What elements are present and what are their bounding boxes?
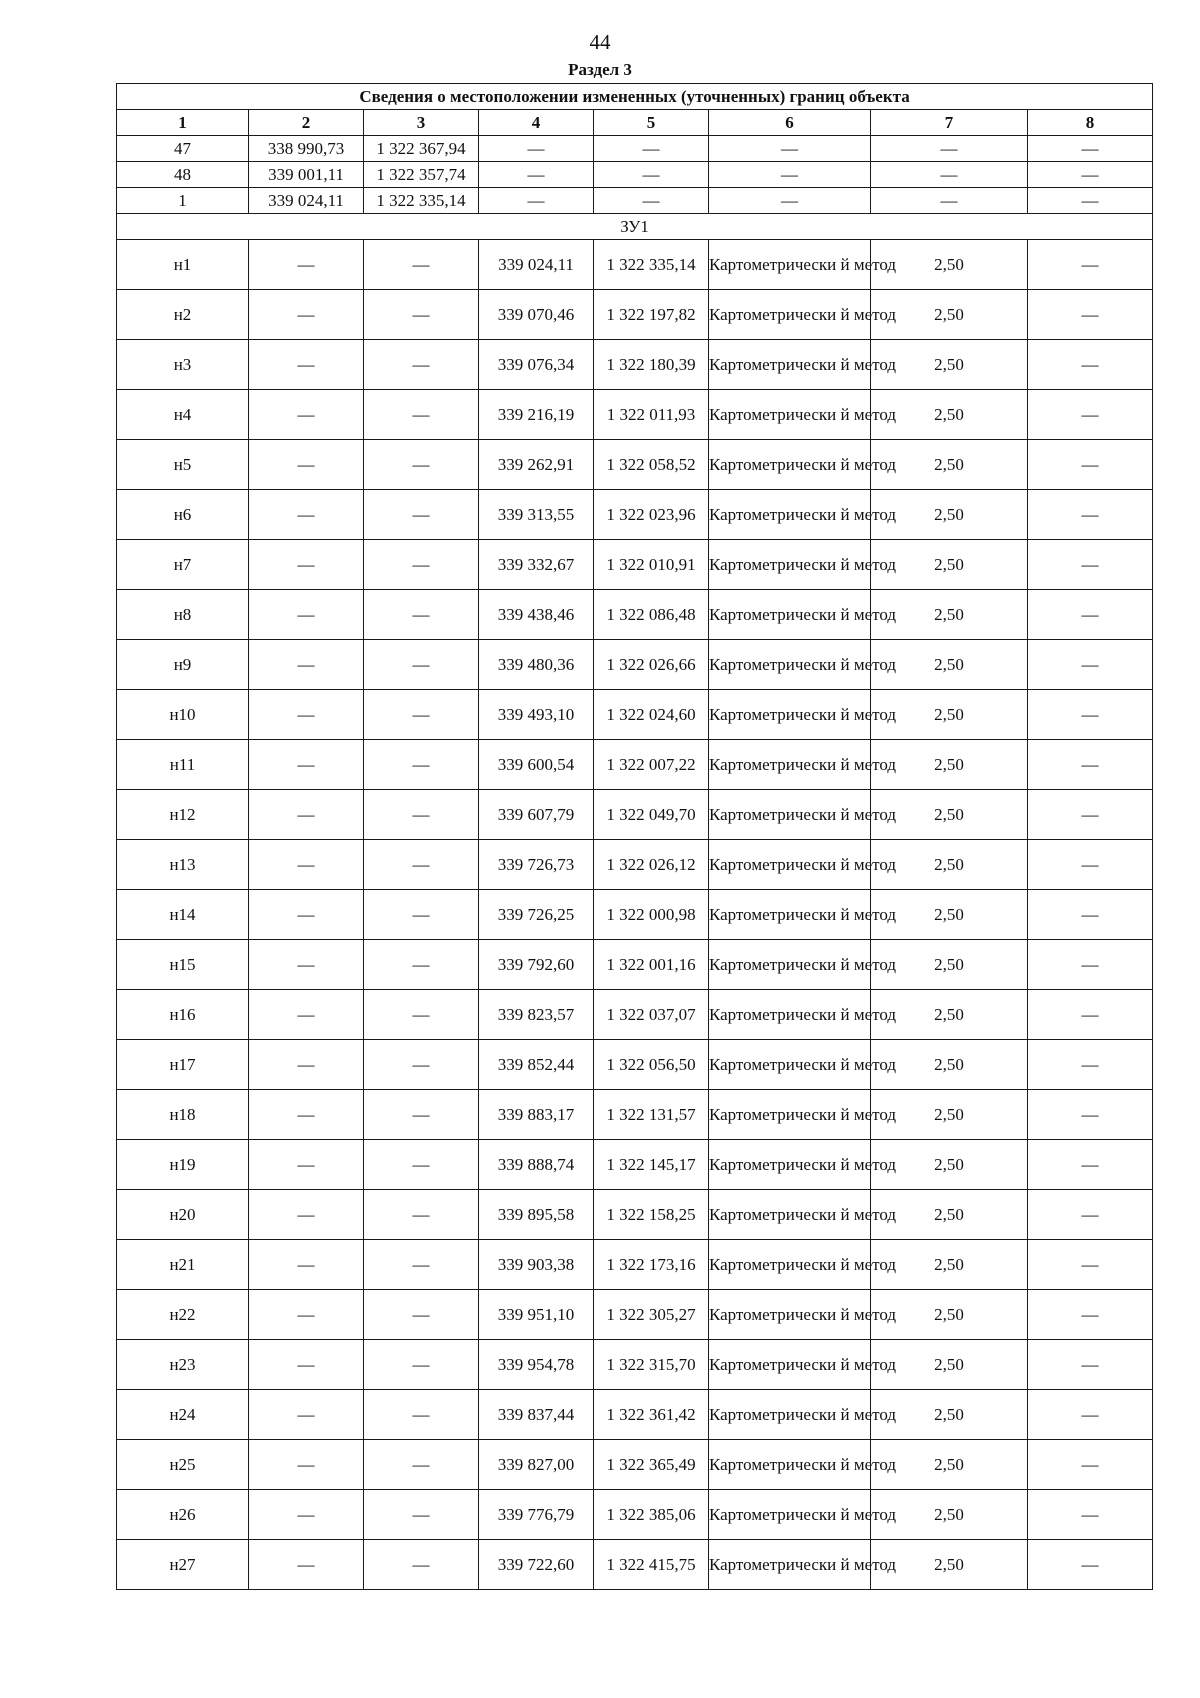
table-cell-col-3: — (364, 640, 479, 690)
table-cell-col-7: 2,50 (871, 840, 1028, 890)
table-cell-col-2: — (249, 1190, 364, 1240)
table-row (117, 1240, 1153, 1290)
table-cell-col-3: — (364, 1540, 479, 1590)
table-cell-col-6: Картометрически й метод (709, 990, 871, 1040)
table-cell-col-7: 2,50 (871, 640, 1028, 690)
table-row (117, 440, 1153, 490)
table-cell-col-5: 1 322 385,06 (594, 1490, 709, 1540)
table-cell-col-2: — (249, 1440, 364, 1490)
column-number-header: 5 (594, 110, 709, 136)
table-cell-col-8: — (1028, 990, 1153, 1040)
table-cell-col-5: 1 322 365,49 (594, 1440, 709, 1490)
table-cell-col-7: 2,50 (871, 590, 1028, 640)
table-row (117, 790, 1153, 840)
table-row (117, 1190, 1153, 1240)
table-cell-col-6: Картометрически й метод (709, 790, 871, 840)
column-number-header: 2 (249, 110, 364, 136)
table-cell-col-1: н12 (117, 790, 249, 840)
table-cell-col-5: 1 322 026,66 (594, 640, 709, 690)
table-cell-col-3: — (364, 540, 479, 590)
table-cell-col-5: 1 322 131,57 (594, 1090, 709, 1140)
table-cell-col-5: 1 322 173,16 (594, 1240, 709, 1290)
table-cell-col-8: — (1028, 1440, 1153, 1490)
table-cell-col-3: — (364, 990, 479, 1040)
table-cell-col-8: — (1028, 590, 1153, 640)
table-row (117, 590, 1153, 640)
table-cell-col-2: — (249, 240, 364, 290)
table-cell-col-8: — (1028, 640, 1153, 690)
table-cell-col-7: 2,50 (871, 1540, 1028, 1590)
table-cell-col-1: н10 (117, 690, 249, 740)
table-row (117, 240, 1153, 290)
table-cell-col-7: 2,50 (871, 1190, 1028, 1240)
table-cell-col-4: 339 438,46 (479, 590, 594, 640)
table-cell-col-7: 2,50 (871, 1240, 1028, 1290)
table-cell-col-1: н24 (117, 1390, 249, 1440)
table-cell-col-4: 339 792,60 (479, 940, 594, 990)
table-cell-col-6: Картометрически й метод (709, 290, 871, 340)
table-cell-col-1: н11 (117, 740, 249, 790)
table-cell-col-3: — (364, 790, 479, 840)
table-cell-col-4: 339 313,55 (479, 490, 594, 540)
table-cell-col-1: н21 (117, 1240, 249, 1290)
table-cell-col-3: — (364, 390, 479, 440)
table-row (117, 340, 1153, 390)
table-cell-col-4: 339 903,38 (479, 1240, 594, 1290)
table-cell-col-7: 2,50 (871, 990, 1028, 1040)
table-cell-col-6: Картометрически й метод (709, 890, 871, 940)
table-cell-col-8: — (1028, 390, 1153, 440)
table-row (117, 1340, 1153, 1390)
table-cell-col-1: н5 (117, 440, 249, 490)
table-cell-col-2: 339 024,11 (249, 188, 364, 214)
table-cell-col-4: 339 493,10 (479, 690, 594, 740)
table-cell-col-3: — (364, 1040, 479, 1090)
table-cell-col-2: — (249, 890, 364, 940)
table-row (117, 840, 1153, 890)
table-cell-col-3: — (364, 440, 479, 490)
table-cell-col-7: — (871, 162, 1028, 188)
table-cell-col-5: 1 322 361,42 (594, 1390, 709, 1440)
table-cell-col-4: 339 726,25 (479, 890, 594, 940)
table-cell-col-8: — (1028, 1340, 1153, 1390)
table-cell-col-6: Картометрически й метод (709, 1190, 871, 1240)
table-cell-col-5: — (594, 188, 709, 214)
table-cell-col-2: — (249, 540, 364, 590)
table-cell-col-6: Картометрически й метод (709, 1290, 871, 1340)
table-cell-col-4: 339 888,74 (479, 1140, 594, 1190)
table-cell-col-4: 339 262,91 (479, 440, 594, 490)
table-row (117, 1490, 1153, 1540)
table-cell-col-7: 2,50 (871, 540, 1028, 590)
table-cell-col-5: 1 322 145,17 (594, 1140, 709, 1190)
table-cell-col-6: Картометрически й метод (709, 540, 871, 590)
table-cell-col-3: — (364, 740, 479, 790)
table-cell-col-6: Картометрически й метод (709, 440, 871, 490)
table-cell-col-3: — (364, 490, 479, 540)
table-cell-col-5: 1 322 086,48 (594, 590, 709, 640)
table-cell-col-7: 2,50 (871, 340, 1028, 390)
table-cell-col-3: 1 322 367,94 (364, 136, 479, 162)
table-cell-col-8: — (1028, 162, 1153, 188)
table-cell-col-7: 2,50 (871, 1040, 1028, 1090)
table-cell-col-1: н2 (117, 290, 249, 340)
table-cell-col-2: — (249, 790, 364, 840)
table-row (117, 1290, 1153, 1340)
table-row (117, 162, 1153, 188)
table-cell-col-4: 339 852,44 (479, 1040, 594, 1090)
table-row (117, 890, 1153, 940)
table-cell-col-6: Картометрически й метод (709, 1440, 871, 1490)
table-cell-col-2: — (249, 640, 364, 690)
table-cell-col-1: н15 (117, 940, 249, 990)
table-cell-col-2: — (249, 440, 364, 490)
table-cell-col-3: — (364, 1490, 479, 1540)
table-cell-col-7: 2,50 (871, 440, 1028, 490)
table-cell-col-6: Картометрически й метод (709, 490, 871, 540)
table-cell-col-7: 2,50 (871, 1490, 1028, 1540)
table-cell-col-5: 1 322 056,50 (594, 1040, 709, 1090)
table-cell-col-6: Картометрически й метод (709, 1540, 871, 1590)
table-cell-col-1: н26 (117, 1490, 249, 1540)
column-number-header: 3 (364, 110, 479, 136)
table-cell-col-6: Картометрически й метод (709, 340, 871, 390)
table-cell-col-7: 2,50 (871, 690, 1028, 740)
table-cell-col-6: Картометрически й метод (709, 240, 871, 290)
table-cell-col-3: — (364, 240, 479, 290)
table-cell-col-1: н6 (117, 490, 249, 540)
table-cell-col-2: — (249, 290, 364, 340)
table-row (117, 390, 1153, 440)
table-cell-col-2: — (249, 690, 364, 740)
table-cell-col-6: Картометрически й метод (709, 840, 871, 890)
table-cell-col-1: н14 (117, 890, 249, 940)
table-cell-col-2: — (249, 390, 364, 440)
table-cell-col-3: — (364, 290, 479, 340)
section-title: Раздел 3 (568, 60, 632, 79)
table-cell-col-3: — (364, 590, 479, 640)
table-cell-col-8: — (1028, 840, 1153, 890)
table-cell-col-7: — (871, 136, 1028, 162)
table-cell-col-7: 2,50 (871, 790, 1028, 840)
table-cell-col-5: 1 322 001,16 (594, 940, 709, 990)
table-cell-col-8: — (1028, 1040, 1153, 1090)
table-cell-col-1: н27 (117, 1540, 249, 1590)
table-cell-col-7: 2,50 (871, 1140, 1028, 1190)
table-cell-col-2: — (249, 990, 364, 1040)
table-cell-col-1: н18 (117, 1090, 249, 1140)
table-cell-col-4: 339 837,44 (479, 1390, 594, 1440)
table-cell-col-2: — (249, 1340, 364, 1390)
table-cell-col-2: — (249, 1090, 364, 1140)
table-cell-col-3: — (364, 1440, 479, 1490)
table-cell-col-7: 2,50 (871, 240, 1028, 290)
table-cell-col-2: — (249, 590, 364, 640)
table-cell-col-8: — (1028, 440, 1153, 490)
table-cell-col-8: — (1028, 1490, 1153, 1540)
table-cell-col-8: — (1028, 1390, 1153, 1440)
column-number-header: 4 (479, 110, 594, 136)
table-caption: Сведения о местоположении измененных (уточненных) границ объекта (117, 84, 1153, 110)
table-cell-col-5: 1 322 049,70 (594, 790, 709, 840)
column-number-header: 6 (709, 110, 871, 136)
table-cell-col-2: — (249, 840, 364, 890)
table-cell-col-6: — (709, 162, 871, 188)
table-row (117, 1140, 1153, 1190)
table-cell-col-3: — (364, 1390, 479, 1440)
table-cell-col-5: 1 322 010,91 (594, 540, 709, 590)
table-cell-col-3: — (364, 1340, 479, 1390)
table-cell-col-3: — (364, 1290, 479, 1340)
table-cell-col-4: 339 776,79 (479, 1490, 594, 1540)
table-cell-col-5: 1 322 023,96 (594, 490, 709, 540)
table-cell-col-4: — (479, 162, 594, 188)
table-cell-col-6: Картометрически й метод (709, 390, 871, 440)
page-number: 44 (589, 30, 611, 54)
table-cell-col-1: н7 (117, 540, 249, 590)
table-cell-col-1: н22 (117, 1290, 249, 1340)
table-cell-col-8: — (1028, 1240, 1153, 1290)
table-cell-col-6: Картометрически й метод (709, 940, 871, 990)
table-cell-col-2: — (249, 940, 364, 990)
table-cell-col-1: н13 (117, 840, 249, 890)
table-cell-col-3: — (364, 940, 479, 990)
table-cell-col-6: — (709, 188, 871, 214)
table-cell-col-8: — (1028, 940, 1153, 990)
table-row (117, 1540, 1153, 1590)
table-cell-col-2: — (249, 1140, 364, 1190)
table-cell-col-4: 339 722,60 (479, 1540, 594, 1590)
table-cell-col-7: 2,50 (871, 1090, 1028, 1140)
table-cell-col-8: — (1028, 1540, 1153, 1590)
table-cell-col-8: — (1028, 188, 1153, 214)
table-cell-col-7: 2,50 (871, 1440, 1028, 1490)
column-number-header: 8 (1028, 110, 1153, 136)
table-cell-col-1: н8 (117, 590, 249, 640)
column-number-row (117, 110, 1153, 136)
table-cell-col-7: 2,50 (871, 390, 1028, 440)
table-cell-col-1: н17 (117, 1040, 249, 1090)
table-cell-col-2: — (249, 340, 364, 390)
table-cell-col-2: — (249, 1240, 364, 1290)
table-cell-col-5: 1 322 011,93 (594, 390, 709, 440)
table-cell-col-6: Картометрически й метод (709, 1090, 871, 1140)
table-row (117, 290, 1153, 340)
table-cell-col-4: 339 726,73 (479, 840, 594, 890)
table-cell-col-7: 2,50 (871, 890, 1028, 940)
table-cell-col-6: Картометрически й метод (709, 690, 871, 740)
table-cell-col-2: 339 001,11 (249, 162, 364, 188)
table-cell-col-8: — (1028, 1190, 1153, 1240)
table-cell-col-3: — (364, 840, 479, 890)
table-cell-col-4: 339 076,34 (479, 340, 594, 390)
table-cell-col-6: Картометрически й метод (709, 1340, 871, 1390)
table-cell-col-3: — (364, 1090, 479, 1140)
table-cell-col-1: н16 (117, 990, 249, 1040)
table-cell-col-5: 1 322 158,25 (594, 1190, 709, 1240)
table-cell-col-8: — (1028, 1290, 1153, 1340)
table-cell-col-3: — (364, 1240, 479, 1290)
table-cell-col-5: — (594, 136, 709, 162)
table-cell-col-1: 47 (117, 136, 249, 162)
table-cell-col-4: 339 951,10 (479, 1290, 594, 1340)
table-cell-col-2: — (249, 740, 364, 790)
table-row (117, 990, 1153, 1040)
table-cell-col-4: 339 895,58 (479, 1190, 594, 1240)
table-cell-col-6: Картометрически й метод (709, 1240, 871, 1290)
table-cell-col-6: Картометрически й метод (709, 590, 871, 640)
table-row (117, 1040, 1153, 1090)
table-cell-col-7: 2,50 (871, 490, 1028, 540)
table-cell-col-6: Картометрически й метод (709, 1490, 871, 1540)
table-cell-col-3: — (364, 1190, 479, 1240)
table-cell-col-4: 339 332,67 (479, 540, 594, 590)
table-cell-col-1: н25 (117, 1440, 249, 1490)
table-cell-col-5: 1 322 000,98 (594, 890, 709, 940)
table-cell-col-1: 1 (117, 188, 249, 214)
group-label-row (117, 214, 1153, 240)
table-cell-col-6: Картометрически й метод (709, 640, 871, 690)
table-cell-col-4: 339 954,78 (479, 1340, 594, 1390)
table-row (117, 1440, 1153, 1490)
table-cell-col-7: — (871, 188, 1028, 214)
table-cell-col-8: — (1028, 340, 1153, 390)
table-cell-col-3: — (364, 890, 479, 940)
table-cell-col-2: — (249, 1390, 364, 1440)
table-cell-col-3: — (364, 1140, 479, 1190)
table-cell-col-8: — (1028, 790, 1153, 840)
table-cell-col-2: — (249, 1290, 364, 1340)
table-cell-col-8: — (1028, 540, 1153, 590)
table-cell-col-3: — (364, 690, 479, 740)
table-cell-col-8: — (1028, 890, 1153, 940)
table-cell-col-4: 339 216,19 (479, 390, 594, 440)
table-cell-col-1: н3 (117, 340, 249, 390)
table-cell-col-4: 339 024,11 (479, 240, 594, 290)
table-cell-col-7: 2,50 (871, 1340, 1028, 1390)
table-cell-col-7: 2,50 (871, 1290, 1028, 1340)
table-cell-col-8: — (1028, 1140, 1153, 1190)
table-row (117, 1090, 1153, 1140)
table-cell-col-5: 1 322 335,14 (594, 240, 709, 290)
table-cell-col-5: 1 322 058,52 (594, 440, 709, 490)
table-cell-col-1: н9 (117, 640, 249, 690)
table-cell-col-2: — (249, 490, 364, 540)
table-row (117, 540, 1153, 590)
table-cell-col-8: — (1028, 136, 1153, 162)
table-cell-col-5: 1 322 007,22 (594, 740, 709, 790)
table-cell-col-5: 1 322 024,60 (594, 690, 709, 740)
column-number-header: 7 (871, 110, 1028, 136)
table-row (117, 690, 1153, 740)
table-cell-col-2: — (249, 1490, 364, 1540)
table-cell-col-1: н20 (117, 1190, 249, 1240)
table-cell-col-1: 48 (117, 162, 249, 188)
table-cell-col-4: — (479, 188, 594, 214)
table-cell-col-6: Картометрически й метод (709, 1140, 871, 1190)
table-cell-col-6: Картометрически й метод (709, 740, 871, 790)
table-cell-col-8: — (1028, 290, 1153, 340)
table-cell-col-6: — (709, 136, 871, 162)
group-label: ЗУ1 (117, 214, 1153, 240)
table-cell-col-3: 1 322 357,74 (364, 162, 479, 188)
table-cell-col-2: — (249, 1540, 364, 1590)
table-row (117, 188, 1153, 214)
table-row (117, 136, 1153, 162)
table-cell-col-5: — (594, 162, 709, 188)
table-cell-col-4: 339 823,57 (479, 990, 594, 1040)
table-cell-col-1: н23 (117, 1340, 249, 1390)
table-cell-col-5: 1 322 315,70 (594, 1340, 709, 1390)
table-cell-col-7: 2,50 (871, 940, 1028, 990)
boundary-coordinates-table (116, 83, 1153, 1590)
table-row (117, 1390, 1153, 1440)
table-cell-col-1: н1 (117, 240, 249, 290)
table-cell-col-5: 1 322 026,12 (594, 840, 709, 890)
table-cell-col-6: Картометрически й метод (709, 1390, 871, 1440)
table-cell-col-4: 339 607,79 (479, 790, 594, 840)
table-cell-col-4: — (479, 136, 594, 162)
table-cell-col-3: — (364, 340, 479, 390)
table-cell-col-1: н19 (117, 1140, 249, 1190)
table-row (117, 640, 1153, 690)
table-cell-col-4: 339 883,17 (479, 1090, 594, 1140)
table-cell-col-5: 1 322 180,39 (594, 340, 709, 390)
table-cell-col-8: — (1028, 1090, 1153, 1140)
table-row (117, 740, 1153, 790)
table-cell-col-5: 1 322 037,07 (594, 990, 709, 1040)
table-cell-col-2: 338 990,73 (249, 136, 364, 162)
table-caption-row (117, 84, 1153, 110)
table-cell-col-4: 339 827,00 (479, 1440, 594, 1490)
table-cell-col-5: 1 322 415,75 (594, 1540, 709, 1590)
table-cell-col-1: н4 (117, 390, 249, 440)
table-cell-col-6: Картометрически й метод (709, 1040, 871, 1090)
table-row (117, 940, 1153, 990)
table-cell-col-4: 339 600,54 (479, 740, 594, 790)
table-cell-col-8: — (1028, 490, 1153, 540)
table-cell-col-5: 1 322 305,27 (594, 1290, 709, 1340)
table-cell-col-4: 339 480,36 (479, 640, 594, 690)
table-cell-col-7: 2,50 (871, 290, 1028, 340)
table-cell-col-8: — (1028, 690, 1153, 740)
table-cell-col-7: 2,50 (871, 740, 1028, 790)
column-number-header: 1 (117, 110, 249, 136)
table-cell-col-3: 1 322 335,14 (364, 188, 479, 214)
table-cell-col-7: 2,50 (871, 1390, 1028, 1440)
table-cell-col-4: 339 070,46 (479, 290, 594, 340)
table-cell-col-8: — (1028, 740, 1153, 790)
table-cell-col-5: 1 322 197,82 (594, 290, 709, 340)
table-cell-col-2: — (249, 1040, 364, 1090)
table-cell-col-8: — (1028, 240, 1153, 290)
table-row (117, 490, 1153, 540)
